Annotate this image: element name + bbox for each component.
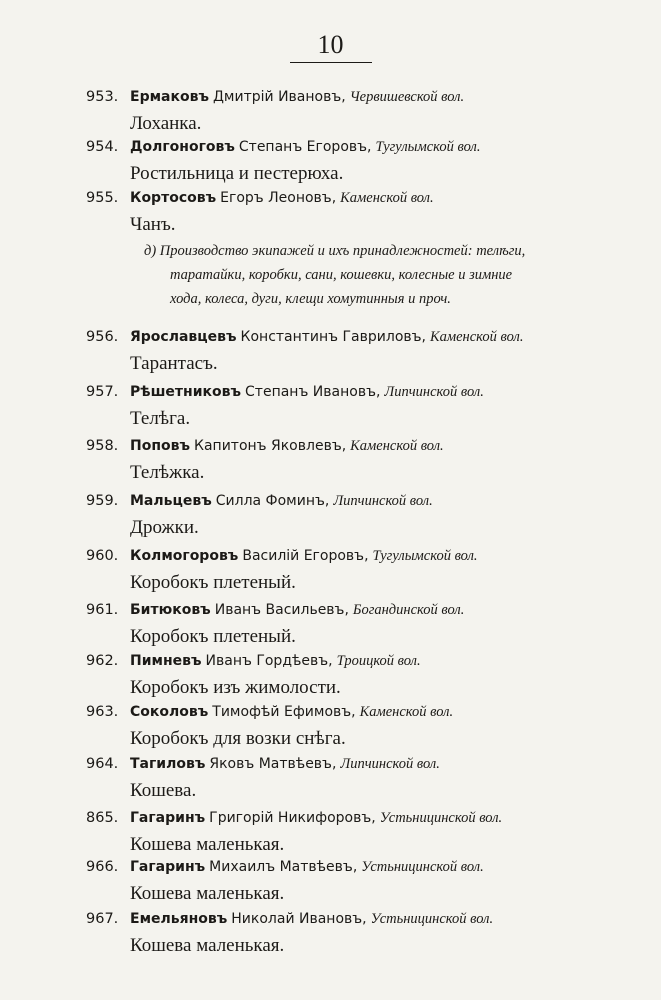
section-heading-line: хода, колеса, дуги, клещи хомутинныя и проч. — [170, 291, 451, 307]
entry-volost: Каменской вол. — [350, 438, 444, 454]
entry-item: Коробокъ для возки снѣга. — [130, 728, 346, 749]
entry-item: Кошева маленькая. — [130, 935, 285, 956]
entry-surname: Гагаринъ — [130, 859, 206, 875]
entry-volost: Липчинской вол. — [333, 493, 433, 509]
entry-number: 957. — [86, 384, 119, 400]
entry-surname: Долгоноговъ — [130, 139, 235, 155]
entry-item: Чанъ. — [130, 214, 176, 235]
entry-item: Телѣга. — [130, 408, 191, 429]
entry-volost: Липчинской вол. — [384, 384, 484, 400]
entry-number: 959. — [86, 493, 119, 509]
entry-volost: Тугулымской вол. — [372, 548, 478, 564]
entry-number: 963. — [86, 704, 119, 720]
entry-item: Кошева. — [130, 780, 197, 801]
entry-item: Кошева маленькая. — [130, 883, 285, 904]
entry-number: 966. — [86, 859, 119, 875]
entry-surname: Ермаковъ — [130, 89, 209, 105]
entry-given-names: Степанъ Ивановъ, — [245, 384, 381, 400]
entry-volost: Каменской вол. — [359, 704, 454, 720]
section-heading — [144, 239, 644, 311]
entry-item: Коробокъ плетеный. — [130, 572, 296, 593]
page-header — [0, 30, 661, 63]
entry-volost: Каменской вол. — [340, 190, 434, 206]
entry-given-names: Силла Фоминъ, — [215, 493, 330, 509]
entry-item: Телѣжка. — [130, 462, 205, 483]
section-heading-line: таратайки, коробки, сани, кошевки, колесные и зимние — [170, 267, 513, 283]
entry-surname: Битюковъ — [130, 602, 211, 618]
page-number: 10 — [290, 30, 372, 63]
entry-given-names: Константинъ Гавриловъ, — [240, 329, 426, 345]
entry-volost: Червишевской вол. — [349, 89, 465, 105]
entry-surname: Поповъ — [130, 438, 191, 454]
entry-item: Ростильница и пестерюха. — [130, 163, 344, 184]
entry-surname: Пимневъ — [130, 653, 202, 669]
entry-number: 958. — [86, 438, 119, 454]
entry-given-names: Михаилъ Матвѣевъ, — [209, 859, 358, 875]
entry-given-names: Иванъ Гордѣевъ, — [205, 653, 333, 669]
entry-volost: Липчинской вол. — [340, 756, 440, 772]
entry-surname: Гагаринъ — [130, 810, 206, 826]
entry-volost: Троицкой вол. — [336, 653, 421, 669]
entry-given-names: Иванъ Васильевъ, — [214, 602, 349, 618]
entry-volost: Устьницинской вол. — [379, 810, 503, 826]
entry-given-names: Дмитрій Ивановъ, — [212, 89, 346, 105]
entry-number: 954. — [86, 139, 119, 155]
entry-surname: Тагиловъ — [130, 756, 206, 772]
entry-given-names: Василій Егоровъ, — [242, 548, 369, 564]
entry-given-names: Яковъ Матвѣевъ, — [209, 756, 337, 772]
entry-item: Дрожки. — [130, 517, 199, 538]
entry-number: 955. — [86, 190, 119, 206]
entry-item: Коробокъ изъ жимолости. — [130, 677, 341, 698]
entry-volost: Устьницинской вол. — [361, 859, 484, 875]
entry-number: 961. — [86, 602, 119, 618]
entry-given-names: Николай Ивановъ, — [231, 911, 367, 927]
entry-surname: Мальцевъ — [130, 493, 212, 509]
entry-item: Тарантасъ. — [130, 353, 218, 374]
entry-surname: Емельяновъ — [130, 911, 228, 927]
entry-surname: Ярославцевъ — [130, 329, 237, 345]
entry-number: 962. — [86, 653, 119, 669]
entry-number: 865. — [86, 810, 119, 826]
entry-number: 960. — [86, 548, 119, 564]
entry-number: 956. — [86, 329, 119, 345]
entry-number: 967. — [86, 911, 119, 927]
entry-number: 953. — [86, 89, 119, 105]
entry-given-names: Егоръ Леоновъ, — [220, 190, 337, 206]
entry-given-names: Капитонъ Яковлевъ, — [194, 438, 347, 454]
entry-item: Лоханка. — [130, 113, 202, 134]
entry-volost: Каменской вол. — [429, 329, 524, 345]
entry-item: Кошева маленькая. — [130, 834, 285, 855]
entry-volost: Устьницинской вол. — [370, 911, 494, 927]
entry-surname: Соколовъ — [130, 704, 209, 720]
entry-given-names: Григорій Никифоровъ, — [209, 810, 376, 826]
entry-surname: Колмогоровъ — [130, 548, 239, 564]
entry-item: Коробокъ плетеный. — [130, 626, 296, 647]
entry-volost: Богандинской вол. — [352, 602, 465, 618]
entry-surname: Рѣшетниковъ — [130, 384, 242, 400]
entry-number: 964. — [86, 756, 119, 772]
entry-given-names: Степанъ Егоровъ, — [238, 139, 372, 155]
entry-given-names: Тимофѣй Ефимовъ, — [212, 704, 356, 720]
section-heading-line: д) Производство экипажей и ихъ принадлежностей: телѣги, — [144, 243, 526, 259]
entry-surname: Кортосовъ — [130, 190, 217, 206]
entry-volost: Тугулымской вол. — [375, 139, 481, 155]
